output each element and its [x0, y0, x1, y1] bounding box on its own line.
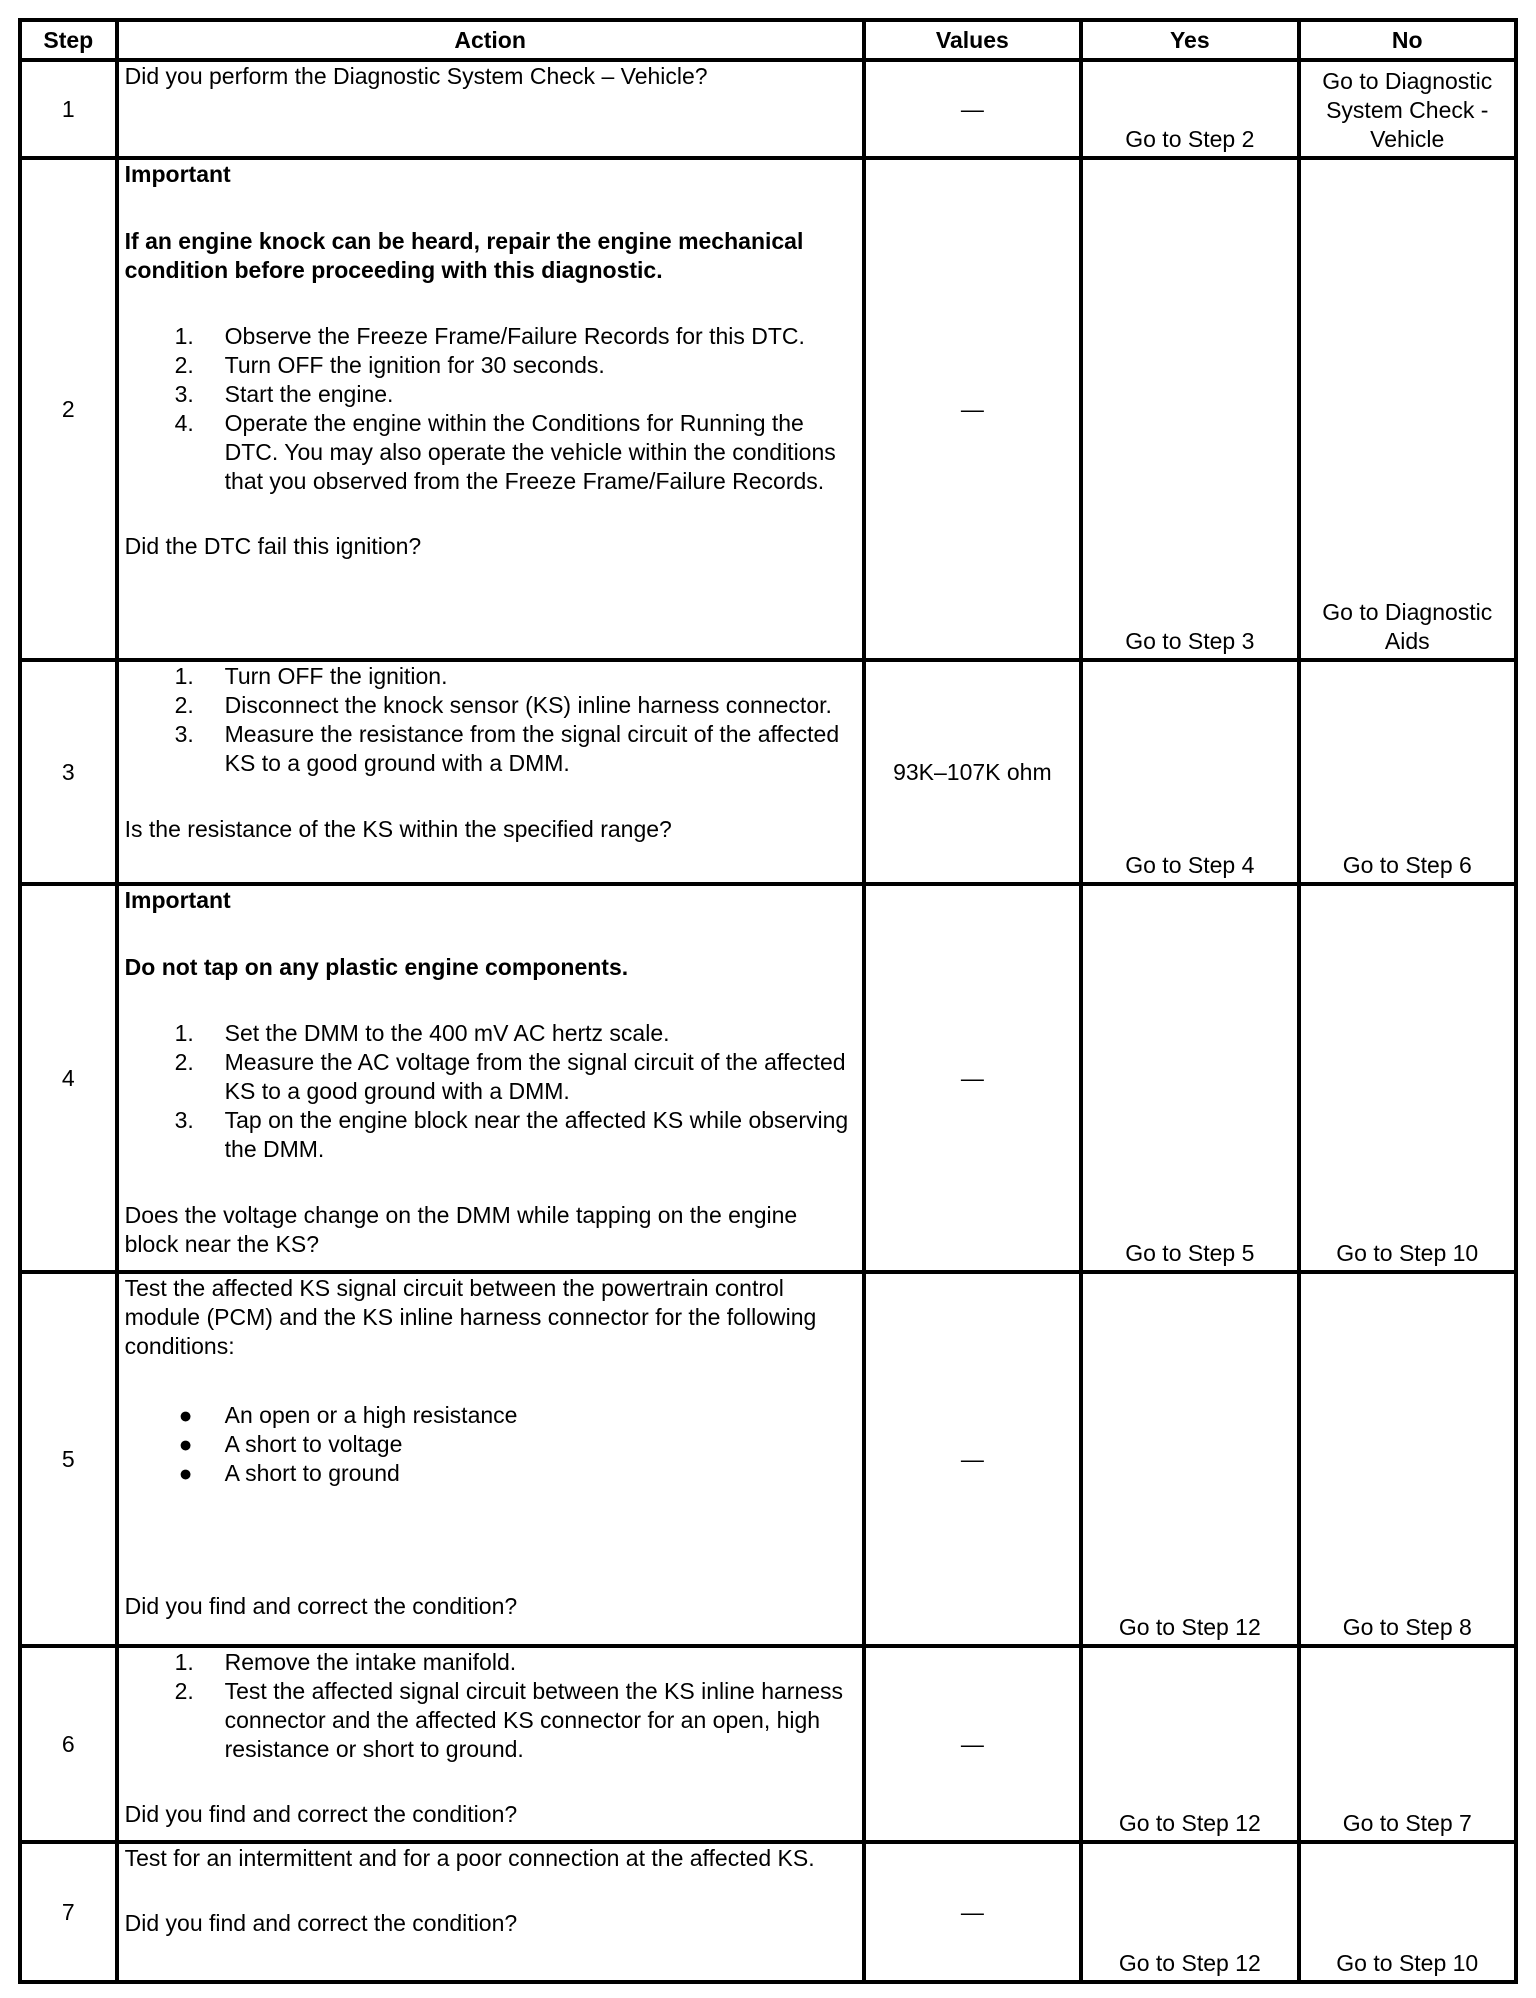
step-number: 6	[20, 1646, 117, 1842]
important-note: Do not tap on any plastic engine components.	[124, 954, 629, 980]
list-item: 3. Start the engine.	[174, 381, 394, 407]
step-number: 7	[20, 1842, 117, 1982]
yes-cell: Go to Step 4	[1081, 660, 1298, 884]
list-item: 3. Tap on the engine block near the affected KS while observing the DMM.	[174, 1107, 849, 1162]
step-number: 5	[20, 1272, 117, 1646]
action-cell	[117, 660, 864, 884]
list-item: ● An open or a high resistance	[178, 1402, 518, 1428]
no-cell: Go to Diagnostic System Check - Vehicle	[1299, 60, 1516, 158]
action-cell	[117, 158, 864, 660]
list-item: 1. Turn OFF the ignition.	[174, 663, 448, 689]
values-cell: —	[864, 1842, 1081, 1982]
step-number: 1	[20, 60, 117, 158]
step-number: 4	[20, 884, 117, 1272]
values-cell: —	[864, 884, 1081, 1272]
action-cell	[117, 1646, 864, 1842]
action-cell	[117, 1842, 864, 1982]
header-values: Values	[864, 20, 1081, 60]
action-question: Did you find and correct the condition?	[124, 1910, 518, 1936]
yes-cell: Go to Step 12	[1081, 1272, 1298, 1646]
table-row-step-6	[20, 1646, 1516, 1842]
list-item: 4. Operate the engine within the Conditions for Running the DTC. You may also operate the vehicle within the conditions that you observed from the Freeze Frame/Failure Records.	[174, 410, 836, 494]
important-note: If an engine knock can be heard, repair the engine mechanical condition before proceeding with this diagnostic.	[124, 228, 804, 283]
values-cell: —	[864, 1272, 1081, 1646]
list-item: 1. Set the DMM to the 400 mV AC hertz scale.	[174, 1020, 670, 1046]
list-item: 3. Measure the resistance from the signal circuit of the affected KS to a good ground with a DMM.	[174, 721, 840, 776]
no-cell: Go to Step 7	[1299, 1646, 1516, 1842]
table-row-step-4	[20, 884, 1516, 1272]
list-item: 2. Measure the AC voltage from the signal circuit of the affected KS to a good ground with a DMM.	[174, 1049, 846, 1104]
yes-cell: Go to Step 3	[1081, 158, 1298, 660]
no-cell: Go to Step 10	[1299, 1842, 1516, 1982]
list-item: ● A short to ground	[178, 1460, 400, 1486]
table-row-step-2	[20, 158, 1516, 660]
procedure-list	[125, 322, 854, 496]
procedure-list	[125, 662, 854, 778]
action-cell	[117, 884, 864, 1272]
no-cell: Go to Step 6	[1299, 660, 1516, 884]
values-cell: —	[864, 158, 1081, 660]
action-question: Did you perform the Diagnostic System Check – Vehicle?	[124, 63, 708, 89]
action-question: Did the DTC fail this ignition?	[124, 533, 422, 559]
procedure-list	[125, 1648, 854, 1764]
table-header-row	[20, 20, 1516, 60]
list-item: 2. Disconnect the knock sensor (KS) inline harness connector.	[174, 692, 832, 718]
action-cell	[117, 1272, 864, 1646]
important-label: Important	[124, 887, 231, 913]
values-cell: 93K–107K ohm	[864, 660, 1081, 884]
no-cell: Go to Step 10	[1299, 884, 1516, 1272]
list-item: 2. Test the affected signal circuit between the KS inline harness connector and the affected KS connector for an open, high resistance or short to ground.	[174, 1678, 844, 1762]
values-cell: —	[864, 1646, 1081, 1842]
header-step: Step	[20, 20, 117, 60]
action-question: Does the voltage change on the DMM while tapping on the engine block near the KS?	[124, 1202, 798, 1257]
table-row-step-5	[20, 1272, 1516, 1646]
action-question: Did you find and correct the condition?	[124, 1801, 518, 1827]
table-row-step-7	[20, 1842, 1516, 1982]
no-cell: Go to Diagnostic Aids	[1299, 158, 1516, 660]
important-label: Important	[124, 161, 231, 187]
action-question: Is the resistance of the KS within the specified range?	[124, 816, 672, 842]
list-item: 2. Turn OFF the ignition for 30 seconds.	[174, 352, 605, 378]
header-action: Action	[117, 20, 864, 60]
condition-list	[125, 1401, 854, 1488]
diagnostic-table	[18, 18, 1518, 1984]
list-item: ● A short to voltage	[178, 1431, 403, 1457]
action-intro: Test the affected KS signal circuit between the powertrain control module (PCM) and the KS inline harness connector for the following conditions:	[124, 1275, 817, 1359]
procedure-list	[125, 1019, 854, 1164]
no-cell: Go to Step 8	[1299, 1272, 1516, 1646]
yes-cell: Go to Step 5	[1081, 884, 1298, 1272]
table-row-step-3	[20, 660, 1516, 884]
yes-cell: Go to Step 12	[1081, 1646, 1298, 1842]
step-number: 2	[20, 158, 117, 660]
action-intro: Test for an intermittent and for a poor connection at the affected KS.	[124, 1845, 815, 1871]
values-cell: —	[864, 60, 1081, 158]
yes-cell: Go to Step 12	[1081, 1842, 1298, 1982]
action-question: Did you find and correct the condition?	[124, 1593, 518, 1619]
header-no: No	[1299, 20, 1516, 60]
list-item: 1. Remove the intake manifold.	[174, 1649, 517, 1675]
yes-cell: Go to Step 2	[1081, 60, 1298, 158]
header-yes: Yes	[1081, 20, 1298, 60]
step-number: 3	[20, 660, 117, 884]
list-item: 1. Observe the Freeze Frame/Failure Records for this DTC.	[174, 323, 805, 349]
action-cell	[117, 60, 864, 158]
table-row-step-1	[20, 60, 1516, 158]
